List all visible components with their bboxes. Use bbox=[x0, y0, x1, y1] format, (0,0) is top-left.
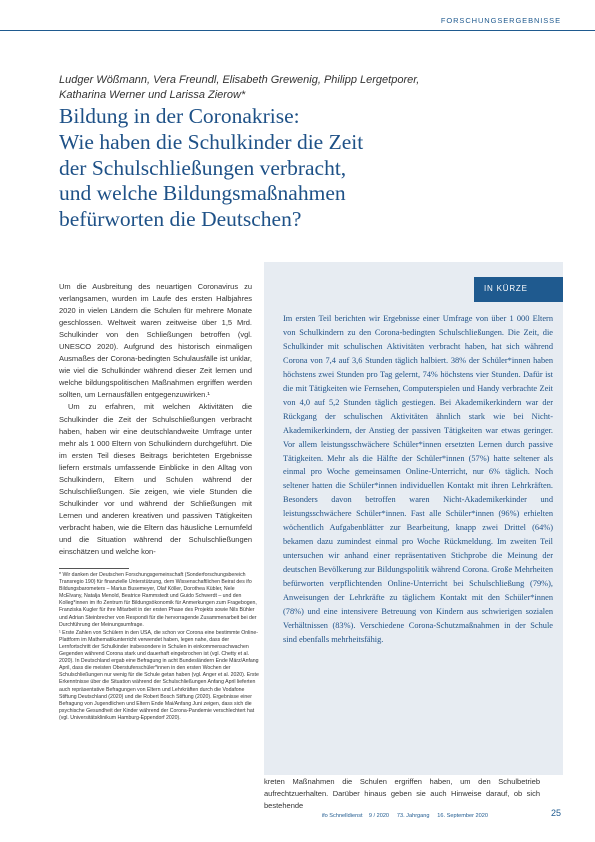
section-label: FORSCHUNGSERGEBNISSE bbox=[440, 16, 561, 25]
footer-sep bbox=[391, 813, 396, 819]
footer-meta bbox=[322, 813, 488, 819]
footer-sep bbox=[431, 813, 436, 819]
issue: 9 / 2020 bbox=[368, 813, 390, 819]
header-rule bbox=[0, 30, 595, 31]
authors-line-1: Ludger Wößmann, Vera Freundl, Elisabeth Grewenig, Philipp Lergetporer, bbox=[59, 74, 420, 86]
article-title bbox=[59, 104, 539, 233]
authors bbox=[59, 73, 459, 103]
footer-sep bbox=[364, 813, 367, 819]
body-paragraph: Um die Ausbreitung des neuartigen Coronavirus zu verlangsamen, wurden im Laufe des ersten Halbjahres 2020 in vielen Ländern die Schulen für mehrere Monate geschlossen. Weltweit waren zeitweise über 1,5 Mrd. Schulkinder von den Schließungen betroffen (vgl. UNESCO 2020). Aufgrund des historisch einmaligen Ausmaßes der Corona-bedingten Schulausfälle ist unklar, wie viel die Schulkinder während dieser Zeit lernen und welche bildungspolitischen Maßnahmen ergriffen werden sollten, um Lernausfällen entgegenzuwirken.¹ bbox=[59, 282, 252, 400]
summary-label: IN KÜRZE bbox=[474, 277, 563, 302]
date: 16. September 2020 bbox=[437, 813, 488, 819]
footnotes bbox=[59, 572, 259, 723]
journal-name: ifo Schnelldienst bbox=[321, 813, 363, 819]
title-line: Bildung in der Coronakrise: bbox=[59, 104, 300, 128]
authors-line-2: Katharina Werner und Larissa Zierow* bbox=[59, 89, 246, 101]
summary-text: Im ersten Teil berichten wir Ergebnisse einer Umfrage von über 1 000 Eltern von Schulkindern zu den Corona-bedingten Schulschließungen. Die Zeit, die Schulkinder mit schulischen Aktivitäten verbracht haben, hat sich während Corona von 7,4 auf 3,6 Stunden täglich halbiert. 38% der Schüler*innen haben höchstens zwei Stunden pro Tag gelernt, 74% höchstens vier Stunden. Dafür ist die mit Tätigkeiten wie Fernsehen, Computerspielen und Handy verbrachte Zeit von 4,0 auf 5,2 Stunden täglich gestiegen. Bei Akademikerkindern war der Rückgang der schulischen Aktivitäten ähnlich stark wie bei Nicht-Akademikerkindern, der Anstieg der passiven Tätigkeiten war etwas geringer. Vor allem leistungsschwächere Schüler*innen ersetzten Lernen durch passive Tätigkeiten. Mehr als die Hälfte der Schüler*innen (57%) hatte seltener als einmal pro Woche gemeinsamen Online-Unterricht, nur 6% täglich. Noch seltener hatten die Schüler*innen individuellen Kontakt mit ihren Lehrkräften. Besonders davon betroffen waren Nicht-Akademikerkinder und leistungsschwächere Schüler*innen. Fast alle Schüler*innen (96%) erhielten wöchentlich Aufgabenblätter zur Bearbeitung, knapp zwei Drittel (64%) bekamen dazu zumindest einmal pro Woche Rückmeldung. Im zweiten Teil untersuchen wir anhand einer repräsentativen Stichprobe die Meinung der deutschen Bevölkerung zur Bildungspolitik während Corona. Große Mehrheiten befürworten verpflichtenden Online-Unterricht bei Schulschließung (79%), Anweisungen der Lehrkräfte zu täglichem Kontakt mit den Schüler*innen (78%) und eine intensivere Betreuung von Kindern aus schwierigen sozialen Verhältnissen (83%). Verschiedene Corona-Schutzmaßnahmen in der Schule sind ebenfalls mehrheitsfähig. bbox=[283, 314, 553, 644]
title-line: Wie haben die Schulkinder die Zeit bbox=[59, 129, 364, 154]
volume: 73. Jahrgang bbox=[396, 813, 430, 819]
body-column-left bbox=[59, 281, 252, 558]
body-paragraph: Um zu erfahren, mit welchen Aktivitäten die Schulkinder die Zeit der Schulschließungen verbracht haben, haben wir eine deutschlandweite Umfrage unter mehr als 1 000 Eltern von Schulkindern durchgeführt. Die im ersten Teil dieses Beitrags berichteten Ergebnisse liefern erstmals umfassende Einblicke in den Alltag von Schulkindern, Eltern und Schulen während der Schulschließungen. Sie zeigen, wie viele Stunden die Schulkinder vor und während der Schließungen mit Lernen und anderen kreativen und passiven Tätigkeiten verbracht haben, wie die Eltern das häusliche Lernumfeld und die Situation während der Schulschließungen einschätzen und welche kon- bbox=[59, 402, 252, 557]
page-number: 25 bbox=[550, 808, 561, 818]
title-line: befürworten die Deutschen? bbox=[59, 207, 302, 232]
footnote: * Wir danken der Deutschen Forschungsgemeinschaft (Sonderforschungsbereich Transregio 190) für finanzielle Unterstützung, dem Wissenschaftlichen Beirat des ifo Bildungsbarometers – Marius Busemeyer, Olaf Köller, Dorothea Kübler, Nele McElvany, Natalja Menold, Beatrice Rammstedt und Guido Schwerdt – und den Kolleg*innen im ifo Zentrum für Bildungsökonomik für Anmerkungen zum Fragebogen, Franziska Kugler für ihre Mitarbeit in der ersten Phase des Projekts sowie Nils Bühler und Adrian Steinbrecher von Respondi für die hervorragende Zusammenarbeit bei der Durchführung der Meinungsumfrage. bbox=[59, 572, 257, 628]
footnote-rule bbox=[59, 568, 129, 569]
footnote: ¹ Erste Zahlen von Schülern in den USA, die schon vor Corona eine bestimmte Online-Plattform im Mathematikunterricht verwendet haben, legen nahe, dass der Lernfortschritt der Schulkinder insbesondere in Schulen in einkommensschwachen Gegenden während Corona stark und dauerhaft eingebrochen ist (vgl. Chetty et al. 2020). In Deutschland ergab eine Befragung in acht Bundesländern Ende März/Anfang April, dass die meisten Oberstufenschüler*innen in den ersten Wochen der Schulschließungen nur wenig für die Schule getan haben (vgl. Anger et al. 2020). Erste Erkenntnisse über die Situation während der Schulschließungen Anfang April lieferten auch repräsentative Befragungen von Eltern und Lehrkräften durch die Vodafone Stiftung Deutschland (2020) und die Robert Bosch Stiftung (2020). Ergebnisse einer Befragung von Jugendlichen und Eltern Ende Mai/Anfang Juni zeigen, dass sich die psychische Gesundheit der Kinder während der Corona-Pandemie verschlechtert hat (vgl. Universitätsklinikum Hamburg-Eppendorf 2020). bbox=[59, 629, 259, 721]
title-line: der Schulschließungen verbracht, bbox=[59, 155, 347, 180]
title-line: und welche Bildungsmaßnahmen bbox=[59, 181, 346, 206]
body-column-right: kreten Maßnahmen die Schulen ergriffen haben, um den Schulbetrieb aufrechtzuerhalten. Darüber hinaus geben sie auch Hinweise darauf, ob sich bestehende bbox=[264, 777, 540, 811]
